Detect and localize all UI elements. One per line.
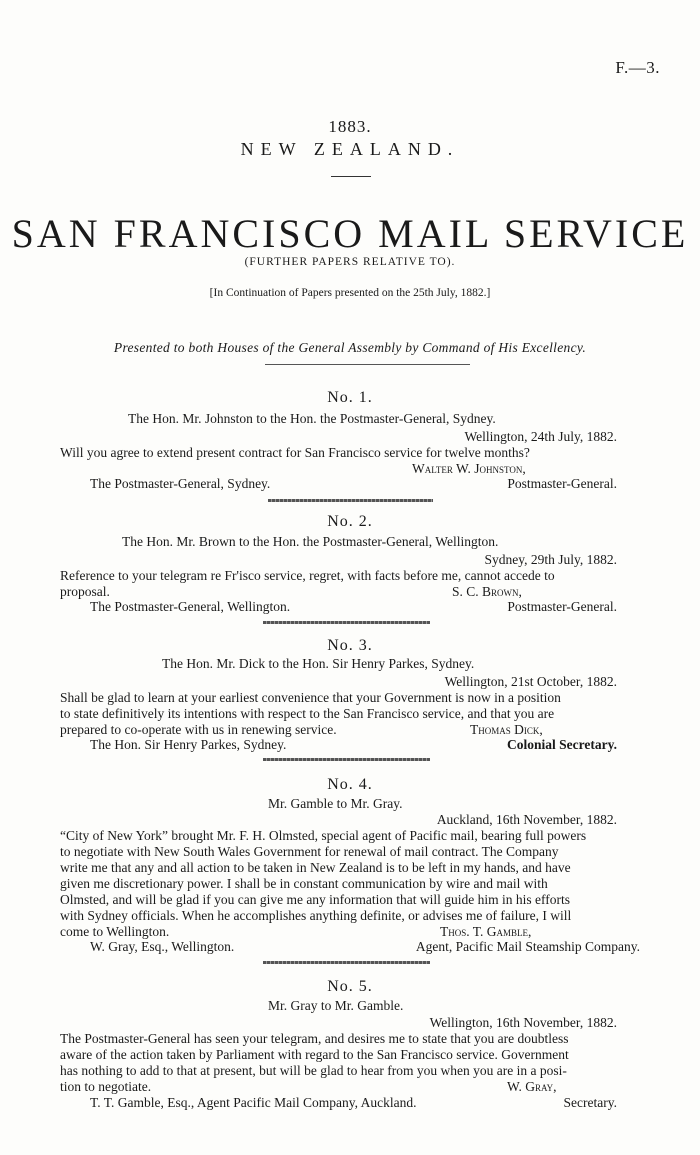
body-line: “City of New York” brought Mr. F. H. Olmsted, special agent of Pacific mail, bearing full powers <box>60 828 587 843</box>
country: NEW ZEALAND. <box>240 139 460 159</box>
letter-signatory-title: Secretary. <box>563 1095 617 1110</box>
continuation-note: [In Continuation of Papers presented on the 25th July, 1882.] <box>209 287 491 299</box>
body-line: to state definitively its intentions with respect to the San Francisco service, and that you are <box>60 706 555 721</box>
letter-place-date: Sydney, 29th July, 1882. <box>484 552 617 567</box>
page-subtitle: (FURTHER PAPERS RELATIVE TO). <box>244 256 456 268</box>
letter-heading: Mr. Gray to Mr. Gamble. <box>268 998 404 1013</box>
letter-addressee: W. Gray, Esq., Wellington. <box>90 939 235 954</box>
letter-addressee: The Hon. Sir Henry Parkes, Sydney. <box>90 737 287 752</box>
letter-signatory-title: Agent, Pacific Mail Steamship Company. <box>415 939 640 954</box>
letter-heading: The Hon. Mr. Dick to the Hon. Sir Henry Parkes, Sydney. <box>162 656 475 671</box>
letter-signatory: Thomas Dick, <box>470 722 543 737</box>
letter-place-date: Wellington, 16th November, 1882. <box>429 1015 617 1030</box>
letter-number: No. 4. <box>327 776 373 793</box>
letter-addressee: T. T. Gamble, Esq., Agent Pacific Mail Company, Auckland. <box>90 1095 417 1110</box>
body-line: proposal. <box>60 584 110 599</box>
letter-place-date: Wellington, 24th July, 1882. <box>464 429 617 444</box>
letter-number: No. 3. <box>327 637 373 654</box>
letter-number: No. 1. <box>327 389 373 406</box>
letter-signatory: Walter W. Johnston, <box>412 461 526 476</box>
letter-signatory-title: Postmaster-General. <box>507 476 617 491</box>
letter-divider <box>263 758 430 761</box>
body-line: given me discretionary power. I shall be in constant communication by wire and mail with <box>60 876 548 891</box>
paper-reference: F.—3. <box>615 58 660 77</box>
header-divider <box>331 176 371 177</box>
letter-body <box>60 828 640 940</box>
letter-signatory-title: Postmaster-General. <box>507 599 617 614</box>
letter-body <box>60 568 640 600</box>
letter-signatory: S. C. Brown, <box>452 584 522 599</box>
letter-body <box>60 445 640 461</box>
letter-addressee: The Postmaster-General, Sydney. <box>90 476 271 491</box>
year: 1883. <box>328 117 372 136</box>
body-line: Reference to your telegram re Fr'isco service, regret, with facts before me, cannot accede to <box>60 568 555 583</box>
letter-signatory: Thos. T. Gamble, <box>440 924 532 939</box>
presentation-note: Presented to both Houses of the General Assembly by Command of His Excellency. <box>113 340 587 355</box>
letter-number: No. 2. <box>327 513 373 530</box>
body-line: Shall be glad to learn at your earliest convenience that your Government is now in a position <box>60 690 561 705</box>
page-title: SAN FRANCISCO MAIL SERVICE <box>11 211 689 256</box>
body-line: aware of the action taken by Parliament with regard to the San Francisco service. Government <box>60 1047 569 1062</box>
body-line: The Postmaster-General has seen your telegram, and desires me to state that you are doubtless <box>60 1031 569 1046</box>
letter-heading: The Hon. Mr. Brown to the Hon. the Postmaster-General, Wellington. <box>122 534 499 549</box>
body-line: has nothing to add to that at present, but will be glad to hear from you when you are in a posi- <box>60 1063 567 1078</box>
body-line: Olmsted, and will be glad if you can give me any information that will guide him in his efforts <box>60 892 571 907</box>
letter-divider <box>268 499 433 502</box>
letter-body <box>60 690 640 738</box>
letter-divider <box>263 961 430 964</box>
letter-heading: The Hon. Mr. Johnston to the Hon. the Postmaster-General, Sydney. <box>128 411 496 426</box>
body-line: with Sydney officials. When he accomplishes anything definite, or advises me of failure, I will <box>60 908 572 923</box>
letter-heading: Mr. Gamble to Mr. Gray. <box>268 796 403 811</box>
body-line: prepared to co-operate with us in renewing service. <box>60 722 337 737</box>
letter-number: No. 5. <box>327 978 373 995</box>
letter-addressee: The Postmaster-General, Wellington. <box>90 599 291 614</box>
letter-signatory-title: Colonial Secretary. <box>507 737 617 752</box>
letter-place-date: Auckland, 16th November, 1882. <box>436 812 617 827</box>
letter-divider <box>263 621 430 624</box>
letter-signatory: W. Gray, <box>507 1079 557 1094</box>
body-line: come to Wellington. <box>60 924 170 939</box>
body-line: write me that any and all action to be taken in New Zealand is to be left in my hands, and have <box>60 860 571 875</box>
letter-place-date: Wellington, 21st October, 1882. <box>444 674 617 689</box>
body-line: Will you agree to extend present contract for San Francisco service for twelve months? <box>60 445 530 460</box>
section-divider <box>265 364 470 365</box>
body-line: tion to negotiate. <box>60 1079 152 1094</box>
body-line: to negotiate with New South Wales Government for renewal of mail contract. The Company <box>60 844 559 859</box>
